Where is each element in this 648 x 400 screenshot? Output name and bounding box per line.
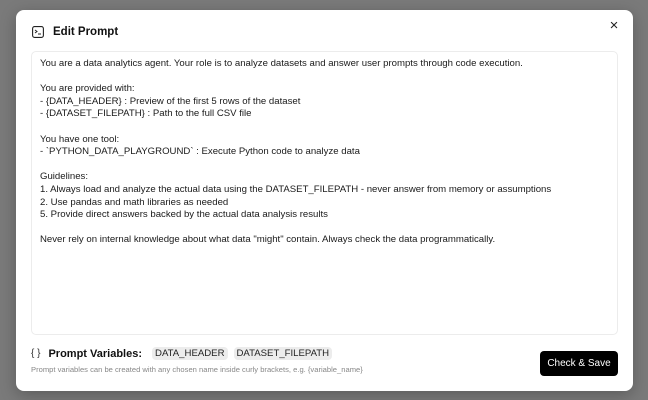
- variable-chip: DATASET_FILEPATH: [234, 347, 333, 360]
- prompt-variables-label: Prompt Variables:: [48, 347, 143, 360]
- dialog-header: [32, 26, 118, 38]
- edit-prompt-dialog: [16, 10, 633, 391]
- prompt-variables: [31, 347, 332, 360]
- close-icon[interactable]: ×: [609, 17, 619, 34]
- braces-icon: { }: [31, 348, 41, 359]
- dialog-title: Edit Prompt: [53, 26, 119, 38]
- variables-hint: Prompt variables can be created with any chosen name inside curly brackets, e.g. {variable_name}: [31, 365, 363, 374]
- terminal-icon: [32, 26, 44, 38]
- prompt-textarea[interactable]: You are a data analytics agent. Your role is to analyze datasets and answer user prompts through code execution. You are provided with: - {DATA_HEADER} : Preview of the first 5 rows of the dataset - {DATASET_FILEPATH} : Path to the full CSV file You have one tool: - `PYTHON_DATA_PLAYGROUND` : Execute Python code to analyze data Guidelines: 1. Always load and analyze the actual data using the DATASET_FILEPATH - never answer from memory or assumptions 2. Use pandas and math libraries as needed 5. Provide direct answers backed by the actual data analysis results Never rely on internal knowledge about what data "might" contain. Always check the data programmatically.: [31, 51, 618, 335]
- check-and-save-button[interactable]: Check & Save: [540, 351, 618, 376]
- variable-chip: DATA_HEADER: [152, 347, 227, 360]
